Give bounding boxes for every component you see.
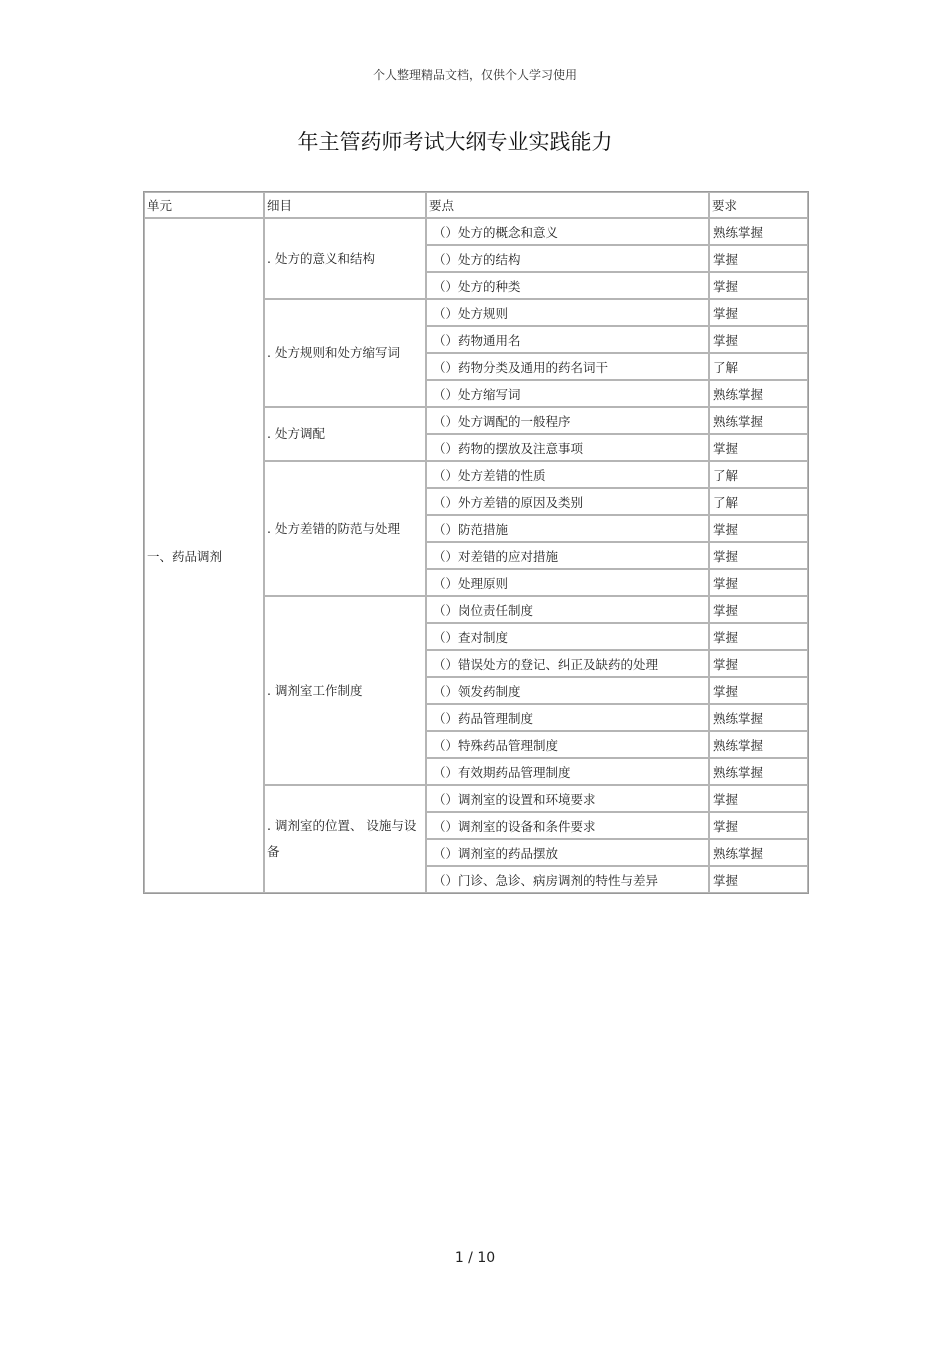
- point-cell: （）药物通用名: [426, 326, 709, 353]
- requirement-cell: 熟练掌握: [709, 380, 808, 407]
- detail-cell: . 处方差错的防范与处理: [264, 461, 426, 596]
- requirement-cell: 了解: [709, 461, 808, 488]
- table-row: [144, 218, 808, 245]
- point-cell: （）调剂室的设备和条件要求: [426, 812, 709, 839]
- point-cell: （）岗位责任制度: [426, 596, 709, 623]
- unit-cell: 一、药品调剂: [144, 218, 264, 893]
- point-cell: （）处方差错的性质: [426, 461, 709, 488]
- point-cell: （）错误处方的登记、纠正及缺药的处理: [426, 650, 709, 677]
- requirement-cell: 熟练掌握: [709, 218, 808, 245]
- point-cell: （）处方的结构: [426, 245, 709, 272]
- requirement-cell: 掌握: [709, 596, 808, 623]
- table-body: [144, 218, 808, 893]
- point-cell: （）对差错的应对措施: [426, 542, 709, 569]
- requirement-cell: 掌握: [709, 650, 808, 677]
- requirement-cell: 熟练掌握: [709, 839, 808, 866]
- requirement-cell: 掌握: [709, 785, 808, 812]
- point-cell: （）处理原则: [426, 569, 709, 596]
- requirement-cell: 了解: [709, 353, 808, 380]
- point-cell: （）有效期药品管理制度: [426, 758, 709, 785]
- point-cell: （）查对制度: [426, 623, 709, 650]
- requirement-cell: 熟练掌握: [709, 758, 808, 785]
- requirement-cell: 了解: [709, 488, 808, 515]
- point-cell: （）特殊药品管理制度: [426, 731, 709, 758]
- table-header-row: [144, 192, 808, 218]
- requirement-cell: 掌握: [709, 515, 808, 542]
- requirement-cell: 熟练掌握: [709, 704, 808, 731]
- requirement-cell: 熟练掌握: [709, 407, 808, 434]
- requirement-cell: 掌握: [709, 812, 808, 839]
- detail-cell: . 处方的意义和结构: [264, 218, 426, 299]
- requirement-cell: 掌握: [709, 326, 808, 353]
- point-cell: （）处方的种类: [426, 272, 709, 299]
- requirement-cell: 掌握: [709, 434, 808, 461]
- point-cell: （）领发药制度: [426, 677, 709, 704]
- syllabus-table: [143, 191, 809, 894]
- header-requirement: 要求: [709, 192, 808, 218]
- point-cell: （）调剂室的设置和环境要求: [426, 785, 709, 812]
- header-unit: 单元: [144, 192, 264, 218]
- point-cell: （）调剂室的药品摆放: [426, 839, 709, 866]
- requirement-cell: 掌握: [709, 866, 808, 893]
- header-point: 要点: [426, 192, 709, 218]
- point-cell: （）药品管理制度: [426, 704, 709, 731]
- requirement-cell: 熟练掌握: [709, 731, 808, 758]
- point-cell: （）药物的摆放及注意事项: [426, 434, 709, 461]
- point-cell: （）处方的概念和意义: [426, 218, 709, 245]
- requirement-cell: 掌握: [709, 542, 808, 569]
- point-cell: （）外方差错的原因及类别: [426, 488, 709, 515]
- detail-cell: . 处方调配: [264, 407, 426, 461]
- point-cell: （）处方规则: [426, 299, 709, 326]
- detail-cell: . 调剂室工作制度: [264, 596, 426, 785]
- document-title: 年主管药师考试大纲专业实践能力: [297, 130, 613, 154]
- point-cell: （）处方缩写词: [426, 380, 709, 407]
- point-cell: （）处方调配的一般程序: [426, 407, 709, 434]
- detail-cell: . 调剂室的位置、 设施与设备: [264, 785, 426, 893]
- requirement-cell: 掌握: [709, 677, 808, 704]
- page-number: 1 / 10: [454, 1250, 496, 1266]
- requirement-cell: 掌握: [709, 623, 808, 650]
- point-cell: （）药物分类及通用的药名词干: [426, 353, 709, 380]
- detail-cell: . 处方规则和处方缩写词: [264, 299, 426, 407]
- header-detail: 细目: [264, 192, 426, 218]
- requirement-cell: 掌握: [709, 245, 808, 272]
- requirement-cell: 掌握: [709, 299, 808, 326]
- requirement-cell: 掌握: [709, 569, 808, 596]
- point-cell: （）门诊、急诊、病房调剂的特性与差异: [426, 866, 709, 893]
- requirement-cell: 掌握: [709, 272, 808, 299]
- header-note: 个人整理精品文档，仅供个人学习使用: [372, 68, 577, 82]
- point-cell: （）防范措施: [426, 515, 709, 542]
